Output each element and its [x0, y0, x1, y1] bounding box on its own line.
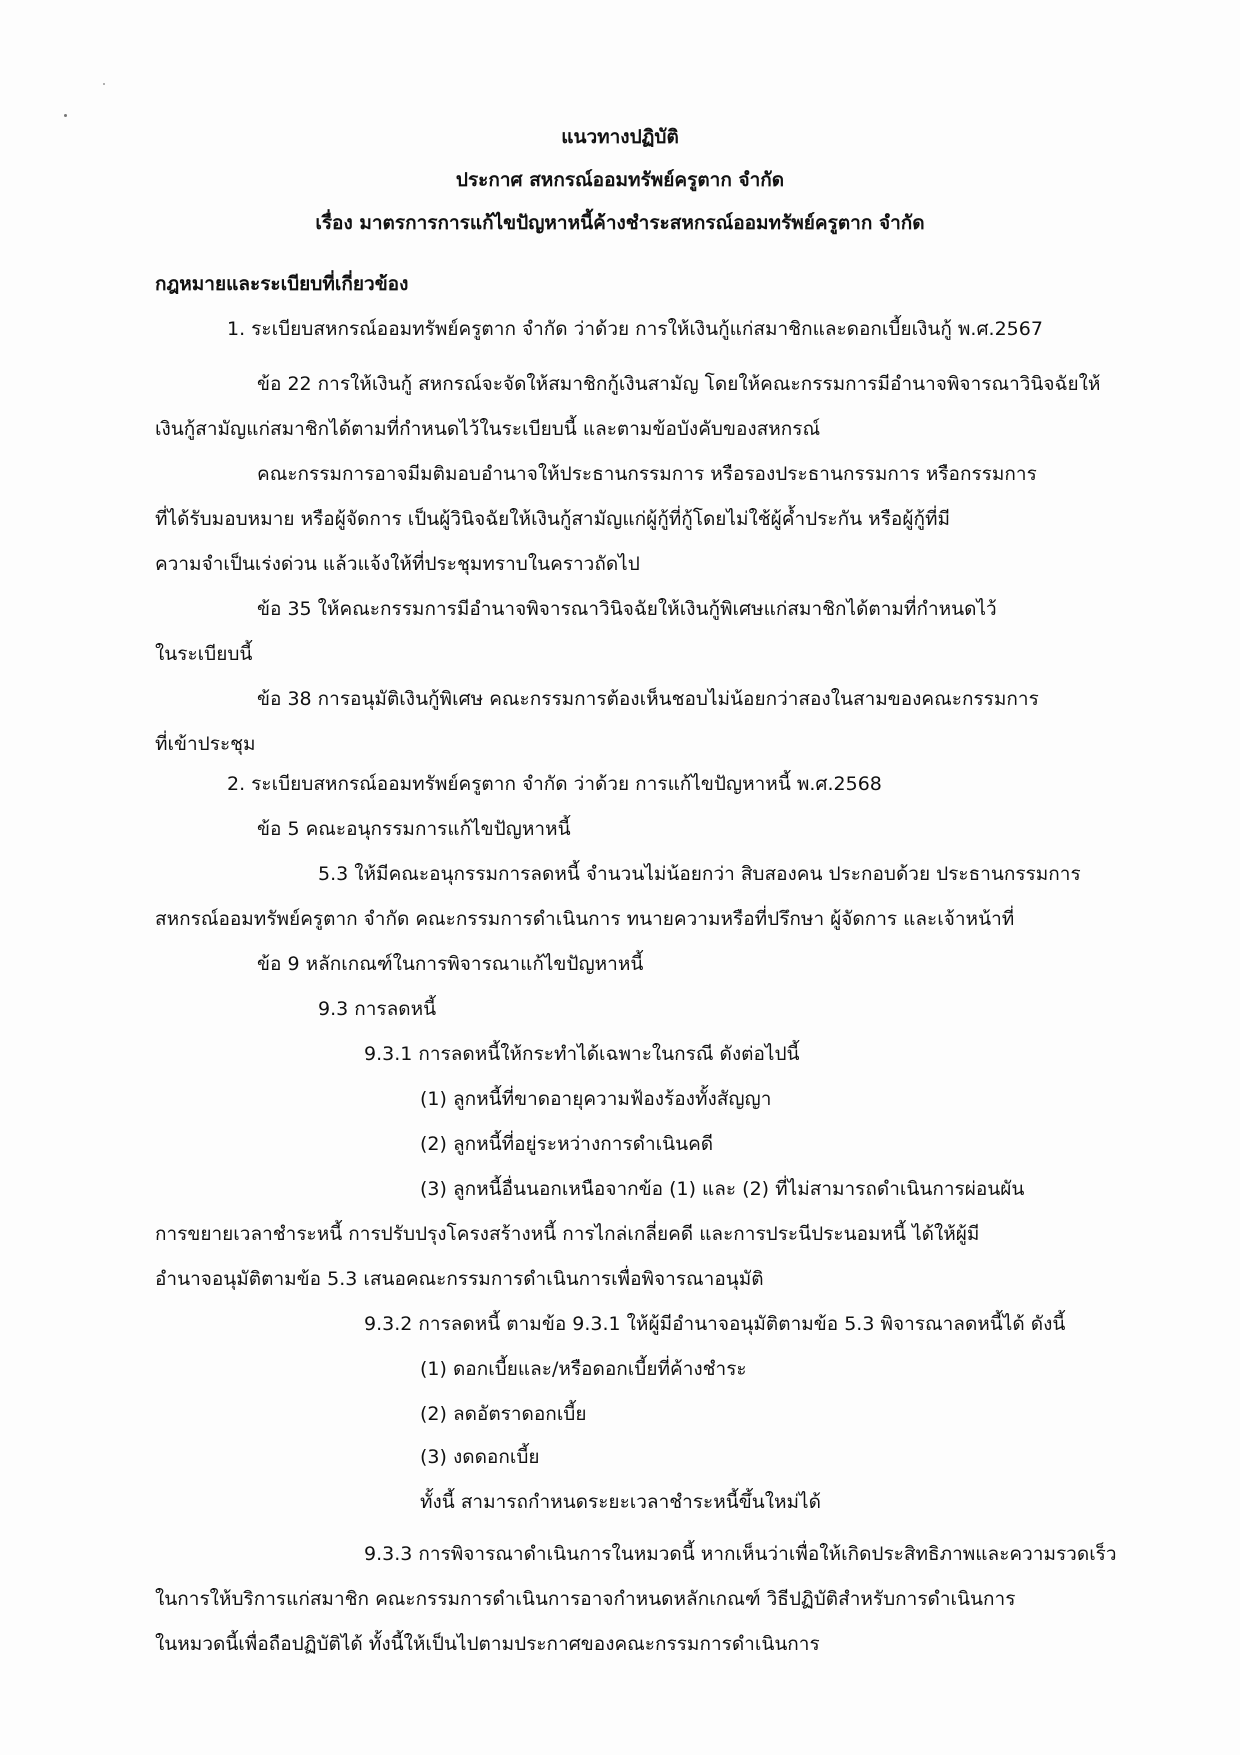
document-title: แนวทางปฏิบัติ	[561, 126, 679, 148]
subclause-heading: 9.3.1 การลดหนี้ให้กระทำได้เฉพาะในกรณี ดังต่อไปนี้	[364, 1043, 800, 1065]
paragraph-line: สหกรณ์ออมทรัพย์ครูตาก จำกัด คณะกรรมการดำเนินการ ทนายความหรือที่ปรึกษา ผู้จัดการ และเจ้าหน้าที่	[155, 908, 1015, 930]
list-item: (2) ลดอัตราดอกเบี้ย	[420, 1403, 587, 1425]
paragraph-line: ในหมวดนี้เพื่อถือปฏิบัติได้ ทั้งนี้ให้เป็นไปตามประกาศของคณะกรรมการดำเนินการ	[155, 1633, 820, 1655]
regulation-item: 2. ระเบียบสหกรณ์ออมทรัพย์ครูตาก จำกัด ว่าด้วย การแก้ไขปัญหาหนี้ พ.ศ.2568	[227, 773, 882, 795]
paragraph-line: ความจำเป็นเร่งด่วน แล้วแจ้งให้ที่ประชุมทราบในคราวถัดไป	[155, 553, 640, 575]
scan-speck	[64, 114, 67, 117]
scan-speck	[103, 83, 105, 85]
paragraph-line: ข้อ 22 การให้เงินกู้ สหกรณ์จะจัดให้สมาชิกกู้เงินสามัญ โดยให้คณะกรรมการมีอำนาจพิจารณาวินิจฉัยให้	[257, 373, 1101, 395]
paragraph-line: ในการให้บริการแก่สมาชิก คณะกรรมการดำเนินการอาจกำหนดหลักเกณฑ์ วิธีปฏิบัติสำหรับการดำเนินการ	[155, 1588, 1016, 1610]
list-item: (2) ลูกหนี้ที่อยู่ระหว่างการดำเนินคดี	[420, 1133, 714, 1155]
list-item: (1) ดอกเบี้ยและ/หรือดอกเบี้ยที่ค้างชำระ	[420, 1358, 747, 1380]
section-heading: กฎหมายและระเบียบที่เกี่ยวข้อง	[155, 273, 409, 295]
paragraph-line: 9.3.3 การพิจารณาดำเนินการในหมวดนี้ หากเห็นว่าเพื่อให้เกิดประสิทธิภาพและความรวดเร็ว	[364, 1543, 1117, 1565]
paragraph-line: เงินกู้สามัญแก่สมาชิกได้ตามที่กำหนดไว้ในระเบียบนี้ และตามข้อบังคับของสหกรณ์	[155, 418, 821, 440]
list-item: (1) ลูกหนี้ที่ขาดอายุความฟ้องร้องทั้งสัญญา	[420, 1088, 772, 1110]
paragraph-line: อำนาจอนุมัติตามข้อ 5.3 เสนอคณะกรรมการดำเนินการเพื่อพิจารณาอนุมัติ	[155, 1268, 764, 1290]
document-subject: เรื่อง มาตรการการแก้ไขปัญหาหนี้ค้างชำระสหกรณ์ออมทรัพย์ครูตาก จำกัด	[315, 212, 925, 234]
regulation-item: 1. ระเบียบสหกรณ์ออมทรัพย์ครูตาก จำกัด ว่าด้วย การให้เงินกู้แก่สมาชิกและดอกเบี้ยเงินกู้ พ.ศ.2567	[227, 318, 1043, 340]
subclause-heading: 9.3 การลดหนี้	[318, 998, 437, 1020]
paragraph-line: คณะกรรมการอาจมีมติมอบอำนาจให้ประธานกรรมการ หรือรองประธานกรรมการ หรือกรรมการ	[257, 463, 1037, 485]
paragraph-line: ทั้งนี้ สามารถกำหนดระยะเวลาชำระหนี้ขึ้นใหม่ได้	[420, 1491, 821, 1513]
list-item: (3) งดดอกเบี้ย	[420, 1446, 540, 1468]
list-item: (3) ลูกหนี้อื่นนอกเหนือจากข้อ (1) และ (2) ที่ไม่สามารถดำเนินการผ่อนผัน	[420, 1178, 1025, 1200]
paragraph-line: ข้อ 38 การอนุมัติเงินกู้พิเศษ คณะกรรมการต้องเห็นชอบไม่น้อยกว่าสองในสามของคณะกรรมการ	[257, 688, 1039, 710]
document-subtitle: ประกาศ สหกรณ์ออมทรัพย์ครูตาก จำกัด	[455, 169, 785, 191]
subclause-heading: 9.3.2 การลดหนี้ ตามข้อ 9.3.1 ให้ผู้มีอำนาจอนุมัติตามข้อ 5.3 พิจารณาลดหนี้ได้ ดังนี้	[364, 1313, 1066, 1335]
paragraph-line: ข้อ 35 ให้คณะกรรมการมีอำนาจพิจารณาวินิจฉัยให้เงินกู้พิเศษแก่สมาชิกได้ตามที่กำหนดไว้	[257, 598, 997, 620]
clause-heading: ข้อ 9 หลักเกณฑ์ในการพิจารณาแก้ไขปัญหาหนี้	[257, 953, 644, 975]
paragraph-line: ที่เข้าประชุม	[155, 733, 256, 755]
clause-heading: ข้อ 5 คณะอนุกรรมการแก้ไขปัญหาหนี้	[257, 818, 571, 840]
paragraph-line: ในระเบียบนี้	[155, 643, 253, 665]
paragraph-line: ที่ได้รับมอบหมาย หรือผู้จัดการ เป็นผู้วินิจฉัยให้เงินกู้สามัญแก่ผู้กู้ที่กู้โดยไม่ใช้ผู้ค้ำประกัน หรือผู้กู้ที่มี	[155, 508, 951, 530]
paragraph-line: การขยายเวลาชำระหนี้ การปรับปรุงโครงสร้างหนี้ การไกล่เกลี่ยคดี และการประนีประนอมหนี้ ได้ให้ผู้มี	[155, 1223, 980, 1245]
paragraph-line: 5.3 ให้มีคณะอนุกรรมการลดหนี้ จำนวนไม่น้อยกว่า สิบสองคน ประกอบด้วย ประธานกรรมการ	[318, 863, 1081, 885]
